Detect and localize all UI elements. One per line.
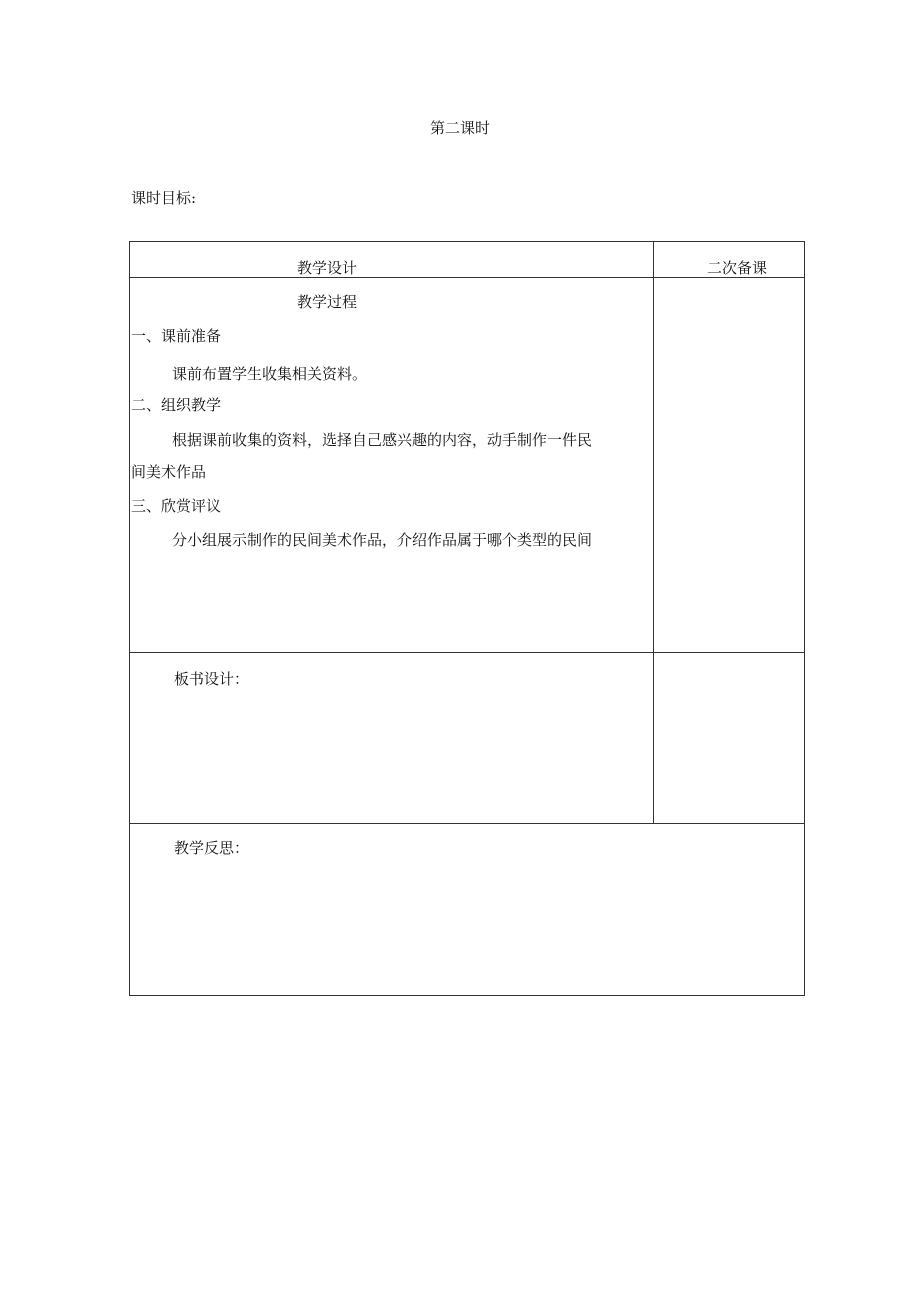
objective-label: 课时目标: [131,189,197,207]
header-row-divider [129,277,805,278]
process-row-divider [129,652,805,653]
section-2-body-line2: 间美术作品 [131,463,207,481]
section-1-body: 课前布置学生收集相关资料。 [172,365,368,383]
board-design-label: 板书设计： [174,670,250,688]
section-3-body: 分小组展示制作的民间美术作品，介绍作品属于哪个类型的民间 [172,531,593,549]
page-title: 第二课时 [429,119,490,137]
lesson-table [129,241,805,996]
board-row-divider [129,823,805,824]
table-border-right [804,241,805,996]
table-border-bottom [129,995,805,996]
section-2-heading: 二、组织教学 [131,396,222,414]
table-border-top [129,241,805,242]
process-title: 教学过程 [297,293,358,311]
header-second-preparation: 二次备课 [707,259,768,277]
section-2-body-line1: 根据课前收集的资料，选择自己感兴趣的内容，动手制作一件民 [172,431,593,449]
header-teaching-design: 教学设计 [297,259,358,277]
section-1-heading: 一、课前准备 [131,327,222,345]
section-3-heading: 三、欣赏评议 [131,497,222,515]
table-column-divider [653,241,654,824]
teaching-reflection-label: 教学反思： [174,839,250,857]
table-border-left [129,241,130,996]
